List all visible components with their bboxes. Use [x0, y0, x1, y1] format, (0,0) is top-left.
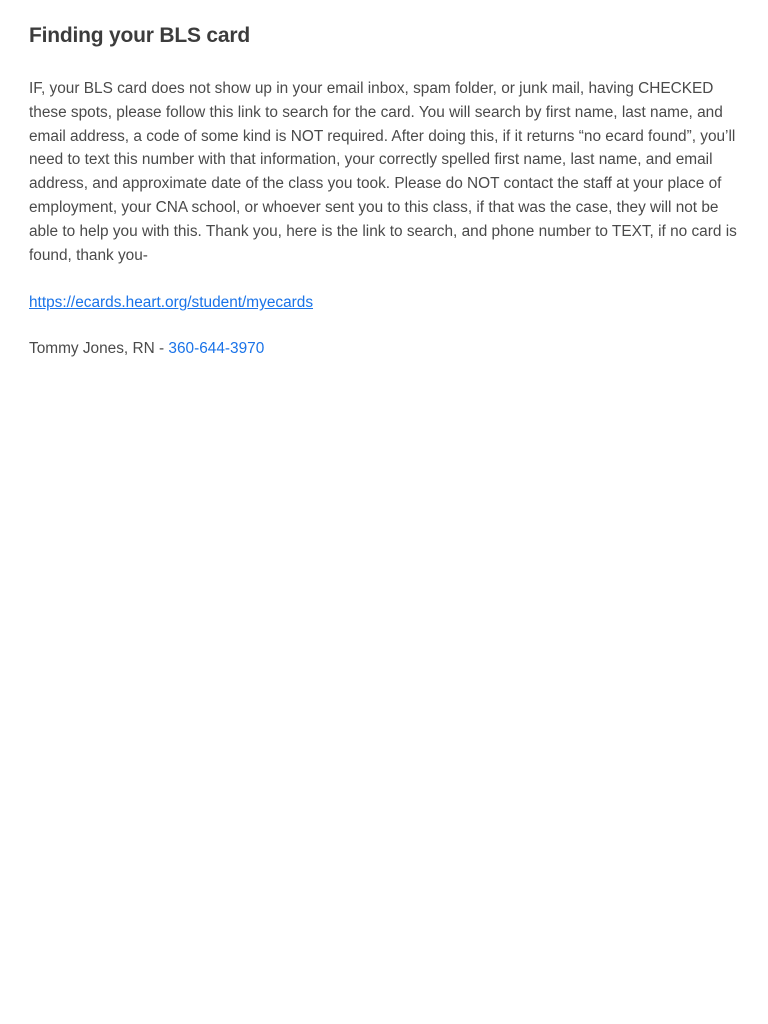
- phone-link[interactable]: 360-644-3970: [168, 340, 265, 358]
- contact-name: Tommy Jones, RN -: [29, 340, 169, 358]
- search-link-line: [29, 291, 739, 315]
- ecard-search-link[interactable]: https://ecards.heart.org/student/myecards: [29, 294, 314, 312]
- contact-line: [29, 337, 739, 361]
- instructions-paragraph: IF, your BLS card does not show up in your email inbox, spam folder, or junk mail, having CHECKED these spots, please follow this link to search for the card. You will search by first name, last name, and email address, a code of some kind is NOT required. After doing this, if it returns “no ecard found”, you’ll need to text this number with that information, your correctly spelled first name, last name, and email address, and approximate date of the class you took. Please do NOT contact the staff at your place of employment, your CNA school, or whoever sent you to this class, if that was the case, they will not be able to help you with this. Thank you, here is the link to search, and phone number to TEXT, if no card is found, thank you-: [29, 80, 737, 264]
- page-title: Finding your BLS card: [29, 24, 250, 47]
